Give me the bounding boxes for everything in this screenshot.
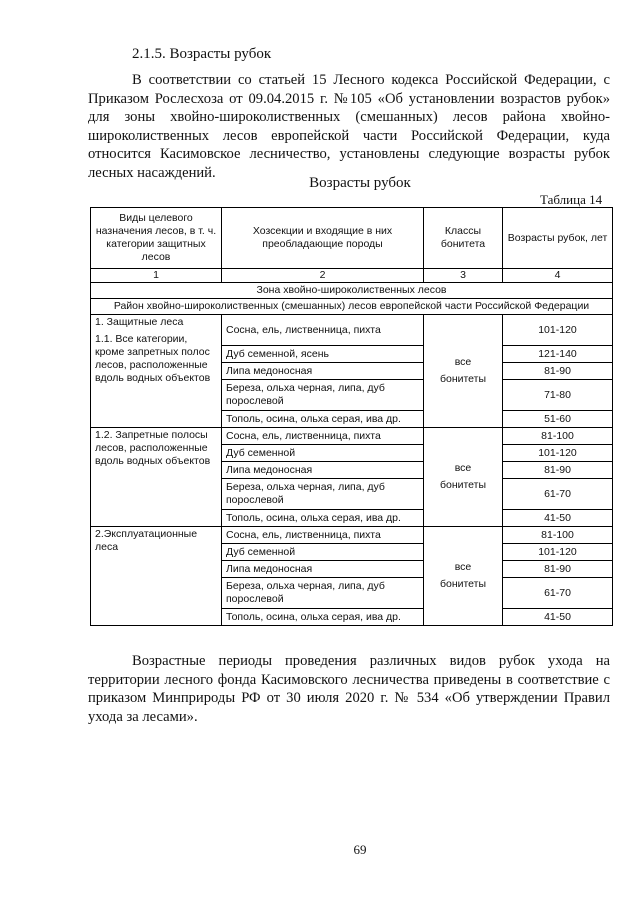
bonitet-line: бонитеты: [439, 578, 487, 590]
species-cell: Береза, ольха черная, липа, дуб порослевой: [222, 578, 424, 609]
species-cell: Сосна, ель, лиственница, пихта: [222, 315, 424, 346]
age-cell: 121-140: [503, 346, 613, 363]
table-row: [91, 315, 613, 346]
species-cell: Тополь, осина, ольха серая, ива др.: [222, 609, 424, 626]
age-cell: 41-50: [503, 510, 613, 527]
age-cell: 71-80: [503, 380, 613, 411]
region-cell: Район хвойно-широколиственных (смешанных) лесов европейской части Российской Федерации: [91, 299, 613, 315]
age-cell: 81-100: [503, 428, 613, 445]
column-number: 2: [222, 269, 424, 283]
species-cell: Дуб семенной: [222, 445, 424, 462]
category-label: 1. Защитные леса: [95, 316, 184, 328]
bonitet-line: все: [454, 561, 472, 573]
category-cell: [91, 527, 222, 626]
age-cell: 61-70: [503, 479, 613, 510]
age-cell: 101-120: [503, 544, 613, 561]
species-cell: Береза, ольха черная, липа, дуб порослевой: [222, 380, 424, 411]
region-row: [91, 299, 613, 315]
column-number-row: [91, 269, 613, 283]
header-bonitet: Классы бонитета: [424, 208, 503, 269]
table-header-row: [91, 208, 613, 269]
bonitet-line: все: [454, 462, 472, 474]
table-title: Возрасты рубок: [309, 175, 411, 191]
zone-row: [91, 283, 613, 299]
species-cell: Дуб семенной: [222, 544, 424, 561]
column-number: 4: [503, 269, 613, 283]
age-cell: 81-90: [503, 363, 613, 380]
age-cell: 101-120: [503, 315, 613, 346]
bonitet-line: все: [454, 356, 472, 368]
bonitet-cell: [424, 527, 503, 626]
bonitet-line: бонитеты: [439, 373, 487, 385]
age-cell: 81-90: [503, 561, 613, 578]
species-cell: Липа медоносная: [222, 462, 424, 479]
species-cell: Дуб семенной, ясень: [222, 346, 424, 363]
age-cell: 51-60: [503, 411, 613, 428]
category-label: 1.2. Запретные полосы лесов, расположенные вдоль водных объектов: [95, 429, 211, 467]
bonitet-line: бонитеты: [439, 479, 487, 491]
bonitet-cell: [424, 428, 503, 527]
intro-paragraph: В соответствии со статьей 15 Лесного кодекса Российской Федерации, с Приказом Рослесхоза от 09.04.2015 г. №105 «Об установлении возрастов рубок» для зоны хвойно-широколиственных (смешанных) лесов района хвойно-широколиственных лесов европейской части Российской Федерации, куда относится Касимовское лесничество, установлены следующие возрасты рубок лесных насаждений.: [88, 72, 610, 181]
column-number: 3: [424, 269, 503, 283]
age-cell: 81-90: [503, 462, 613, 479]
species-cell: Береза, ольха черная, липа, дуб порослевой: [222, 479, 424, 510]
age-cell: 41-50: [503, 609, 613, 626]
species-cell: Сосна, ель, лиственница, пихта: [222, 428, 424, 445]
species-cell: Липа медоносная: [222, 363, 424, 380]
column-number: 1: [91, 269, 222, 283]
table-row: [91, 527, 613, 544]
table-row: [91, 428, 613, 445]
species-cell: Тополь, осина, ольха серая, ива др.: [222, 510, 424, 527]
closing-paragraph: Возрастные периоды проведения различных видов рубок ухода на территории лесного фонда Касимовского лесничества приведены в соответствие с приказом Минприроды РФ от 30 июля 2020 г. № 534 «Об утверждении Правил ухода за лесами».: [88, 653, 610, 725]
age-cell: 61-70: [503, 578, 613, 609]
category-cell: [91, 315, 222, 428]
age-cell: 81-100: [503, 527, 613, 544]
section-heading: 2.1.5. Возрасты рубок: [132, 46, 272, 62]
age-cell: 101-120: [503, 445, 613, 462]
subcategory-label: 1.1. Все категории, кроме запретных полос лесов, расположенные вдоль водных объектов: [95, 333, 211, 384]
cutting-age-table: [90, 207, 613, 626]
species-cell: Тополь, осина, ольха серая, ива др.: [222, 411, 424, 428]
species-cell: Сосна, ель, лиственница, пихта: [222, 527, 424, 544]
header-purpose: Виды целевого назначения лесов, в т. ч. категории защитных лесов: [91, 208, 222, 269]
page-number: 69: [353, 842, 367, 857]
header-age: Возрасты рубок, лет: [503, 208, 613, 269]
zone-cell: Зона хвойно-широколиственных лесов: [91, 283, 613, 299]
species-cell: Липа медоносная: [222, 561, 424, 578]
bonitet-cell: [424, 315, 503, 428]
category-label: 2.Эксплуатационные леса: [95, 528, 198, 553]
table-number: Таблица 14: [540, 192, 603, 207]
category-cell: [91, 428, 222, 527]
header-species: Хозсекции и входящие в них преобладающие породы: [222, 208, 424, 269]
